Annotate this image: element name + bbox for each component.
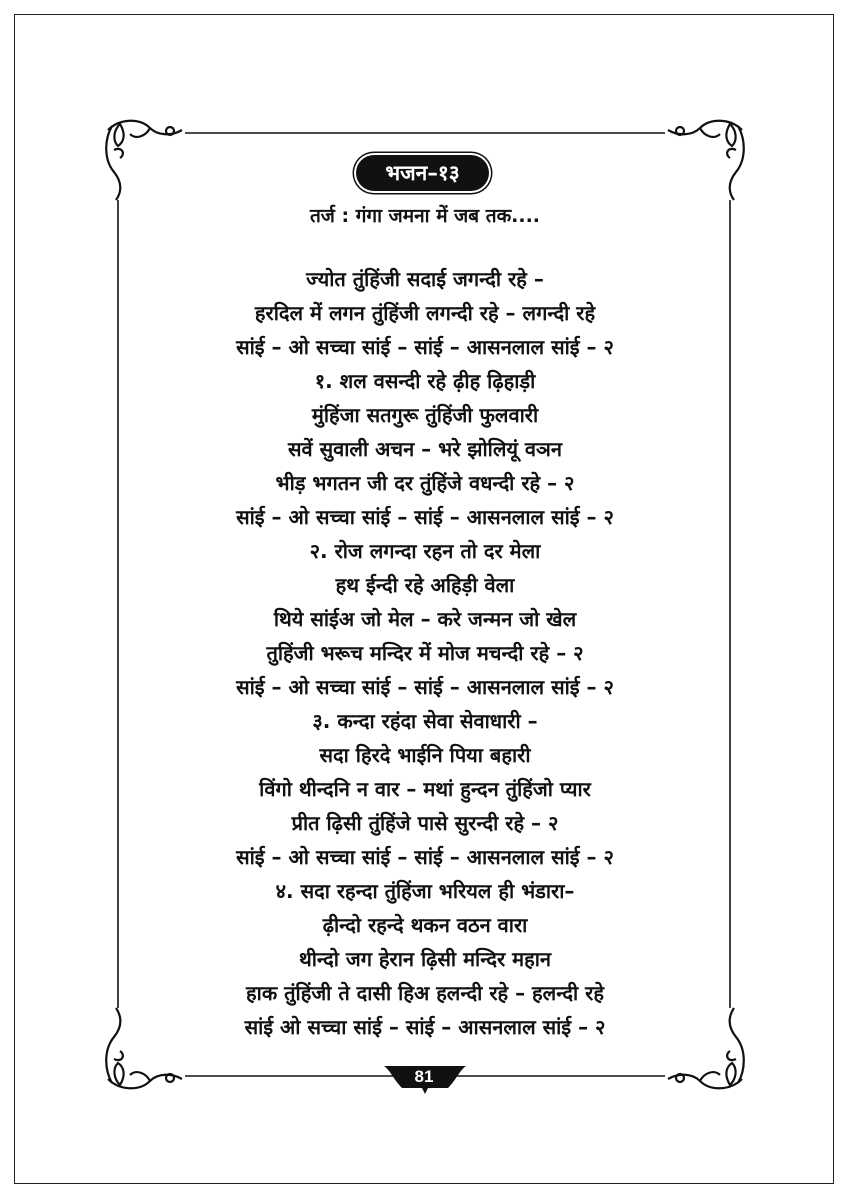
lyric-line: सवें सुवाली अचन – भरे झोलियूं वञन	[288, 437, 562, 461]
lyric-line: भीड़ भगतन जी दर तुंहिंजे वधन्दी रहे – २	[275, 471, 575, 495]
lyric-line: हथ ईन्दी रहे अहिड़ी वेला	[335, 573, 515, 597]
lyric-line: २. रोज लगन्दा रहन तो दर मेला	[309, 539, 541, 563]
lyrics-list	[0, 262, 850, 1044]
lyric-line: ३. कन्दा रहंदा सेवा सेवाधारी –	[312, 709, 538, 733]
lyric-line: सदा हिरदे भाईनि पिया बहारी	[319, 743, 531, 767]
lyric-line: सांई – ओ सच्चा सांई – सांई – आसनलाल सांई – २	[236, 675, 614, 699]
corner-flourish-icon	[668, 121, 744, 200]
lyric-line: प्रीत ढ़िसी तुंहिंजे पासे सुरन्दी रहे – २	[291, 811, 559, 835]
lyric-line: १. शल वसन्दी रहे ढ़ीह ढ़िहाड़ी	[314, 369, 536, 393]
lyric-line: ४. सदा रहन्दा तुंहिंजा भरियल ही भंडारा–	[275, 879, 575, 903]
lyric-line: सांई – ओ सच्चा सांई – सांई – आसनलाल सांई – २	[236, 505, 614, 529]
bhajan-title: भजन–१३	[385, 161, 460, 185]
lyric-line: ढ़ीन्दो रहन्दे थकन वठन वारा	[322, 913, 528, 937]
page-number: 81	[414, 1067, 434, 1086]
lyric-line: हाक तुंहिंजी ते दासी हिअ हलन्दी रहे – हलन्दी रहे	[246, 981, 604, 1005]
lyric-line: थीन्दो जग हेरान ढ़िसी मन्दिर महान	[298, 947, 552, 971]
lyric-line: ज्योत तुंहिंजी सदाई जगन्दी रहे –	[306, 267, 544, 291]
lyric-line: थिये सांईअ जो मेल – करे जन्मन जो खेल	[273, 607, 577, 631]
lyric-line: सांई – ओ सच्चा सांई – सांई – आसनलाल सांई – २	[236, 845, 614, 869]
lyric-line: सांई – ओ सच्चा सांई – सांई – आसनलाल सांई – २	[236, 335, 614, 359]
lyric-line: हरदिल में लगन तुंहिंजी लगन्दी रहे – लगन्दी रहे	[254, 301, 596, 325]
tune-line: तर्ज : गंगा जमना में जब तक....	[309, 205, 541, 227]
lyric-line: मुंहिंजा सतगुरू तुंहिंजी फुलवारी	[311, 403, 539, 427]
lyric-line: तुहिंजी भरूच मन्दिर में मोज मचन्दी रहे – २	[266, 641, 584, 665]
bhajan-title-badge	[356, 155, 489, 191]
corner-flourish-icon	[106, 121, 182, 200]
lyric-line: सांई ओ सच्चा सांई – सांई – आसनलाल सांई – २	[244, 1015, 606, 1039]
lyric-line: विंगो थीन्दनि न वार – मथां हुन्दन तुंहिंजो प्यार	[259, 777, 591, 801]
